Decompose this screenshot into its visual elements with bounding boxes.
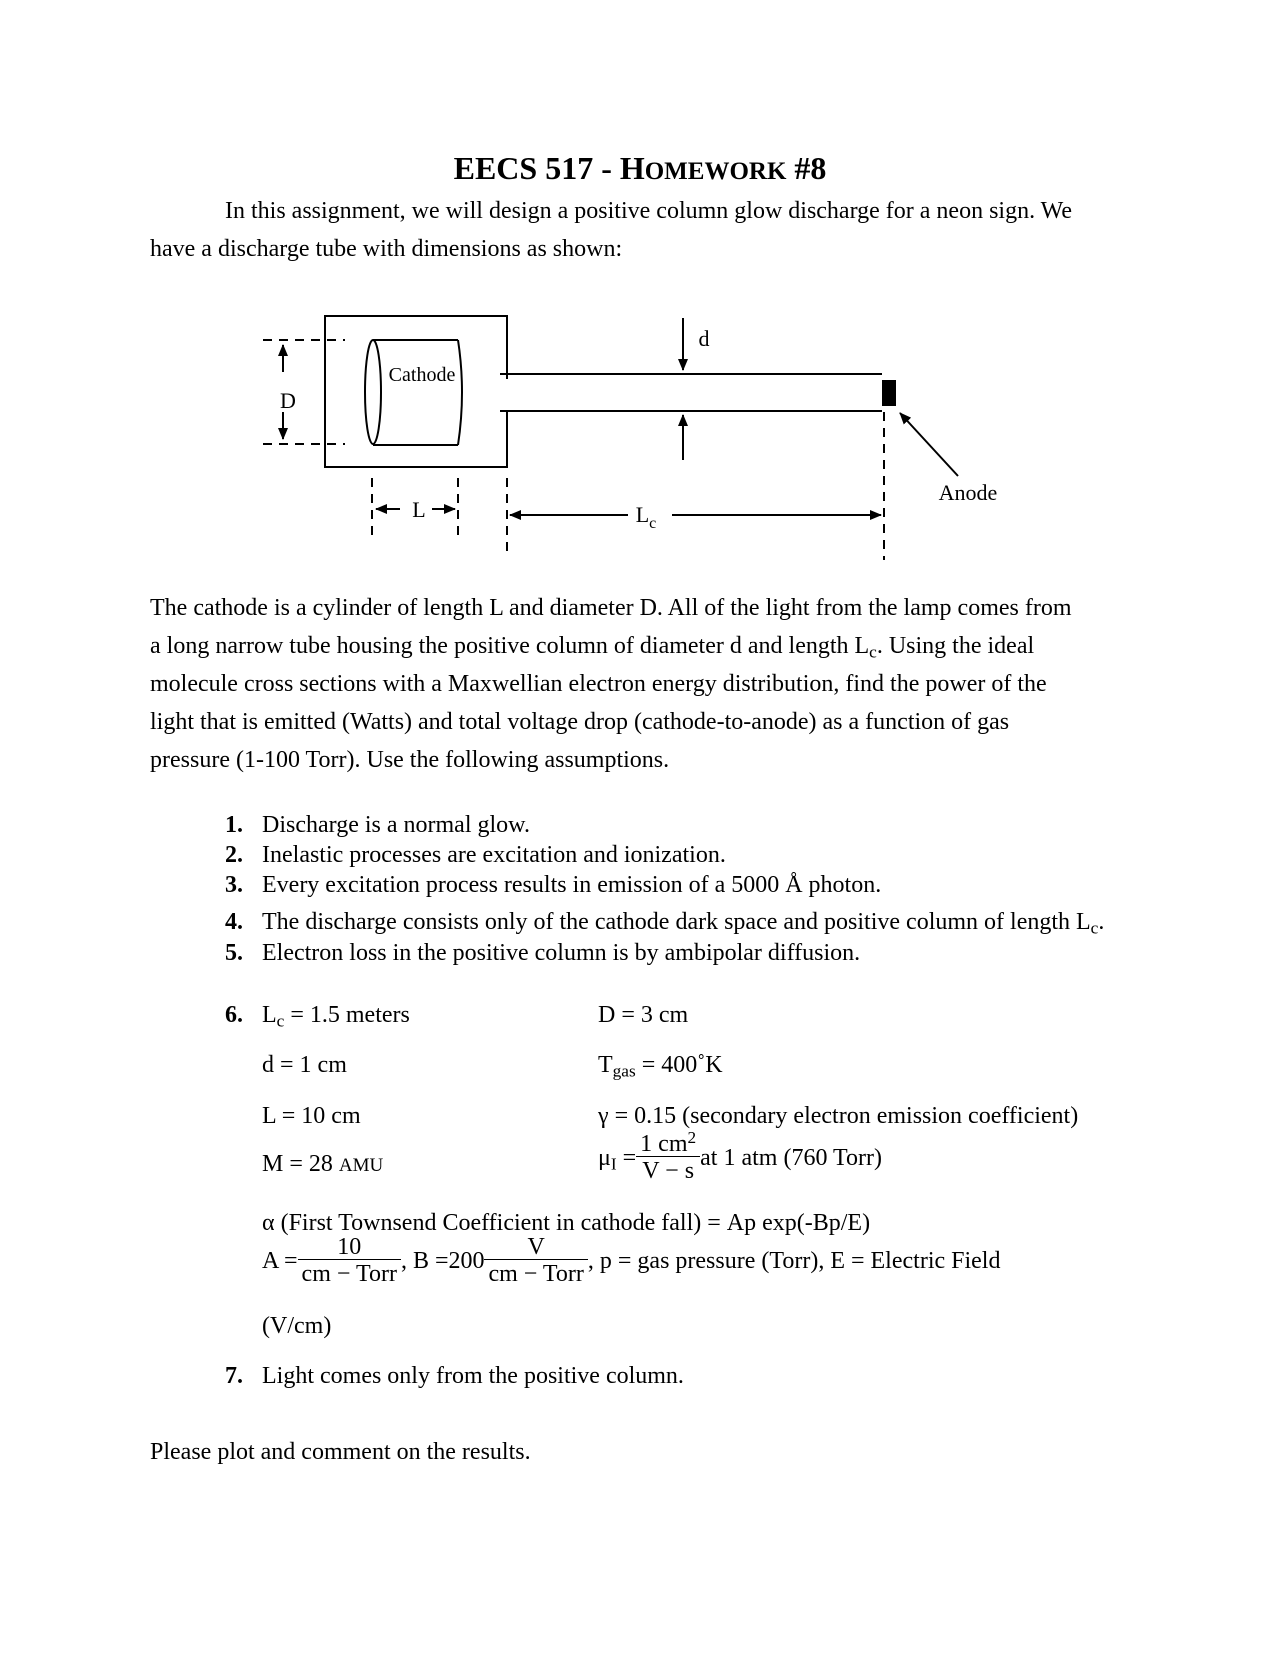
param-L: L = 10 cm xyxy=(262,1103,361,1129)
list-item: 3. Every excitation process results in emission of a 5000 Å photon. xyxy=(225,872,882,898)
description-line-3: molecule cross sections with a Maxwellian electron energy distribution, find the power of the xyxy=(150,671,1047,697)
description-line-5: pressure (1-100 Torr). Use the following assumptions. xyxy=(150,747,670,773)
list-item: 5. Electron loss in the positive column is by ambipolar diffusion. xyxy=(225,940,861,966)
list-item: 2. Inelastic processes are excitation and ionization. xyxy=(225,842,726,868)
Lc-dimension-label: $L_c$ xyxy=(635,502,657,532)
title-main: EECS 517 - H xyxy=(453,150,645,186)
intro-line-2: have a discharge tube with dimensions as shown: xyxy=(150,236,623,262)
cathode-cylinder xyxy=(373,340,458,445)
discharge-tube-diagram xyxy=(0,0,1280,600)
param-alpha: α (First Townsend Coefficient in cathode fall) = Ap exp(-Bp/E) xyxy=(262,1210,871,1236)
D-dimension-label: D xyxy=(280,388,296,413)
description-line-2: a long narrow tube housing the positive column of diameter d and length $L_c$. Using the ideal xyxy=(150,633,1035,662)
param-M: M = 28 AMU xyxy=(262,1151,384,1177)
param-Lc: 6. $L_c = 1.5$ meters xyxy=(225,1002,410,1031)
list-item: 7. Light comes only from the positive column. xyxy=(225,1363,684,1389)
cathode-label: Cathode xyxy=(388,364,456,386)
list-item: 1. Discharge is a normal glow. xyxy=(225,812,530,838)
param-gamma: γ = 0.15 (secondary electron emission coefficient) xyxy=(598,1103,1079,1129)
title-smallcaps: OMEWORK xyxy=(644,158,787,185)
anode-electrode xyxy=(882,380,896,406)
intro-line-1: In this assignment, we will design a positive column glow discharge for a neon sign. We xyxy=(225,198,1073,224)
param-field-unit: (V/cm) xyxy=(262,1313,332,1339)
description-line-4: light that is emitted (Watts) and total voltage drop (cathode-to-anode) as a function of gas xyxy=(150,709,1010,735)
param-D: D = 3 cm xyxy=(598,1002,689,1028)
param-Tgas: $T_{gas}$ = 400˚K xyxy=(598,1052,723,1081)
closing-line: Please plot and comment on the results. xyxy=(150,1439,531,1465)
list-item: 4. The discharge consists only of the cathode dark space and positive column of length $L_c$. xyxy=(225,909,1105,938)
param-d: d = 1 cm xyxy=(262,1052,347,1078)
anode-label: Anode xyxy=(938,480,998,505)
L-dimension-label: L xyxy=(412,497,426,522)
param-A-B: A = $\frac{10}{\text{cm − Torr}}$ , B =200 $\frac{V}{\text{cm − Torr}}$ , p = gas pressure (Torr), E = Electric Field xyxy=(262,1234,1001,1287)
param-mobility: $\mu_I$ = $\frac{1 cm^2}{V - s}$ at 1 atm (760 Torr) xyxy=(598,1128,882,1184)
d-dimension-label: d xyxy=(698,326,710,351)
title-suffix: #8 xyxy=(786,150,827,186)
description-line-1: The cathode is a cylinder of length L and diameter D. All of the light from the lamp comes from xyxy=(150,595,1072,621)
